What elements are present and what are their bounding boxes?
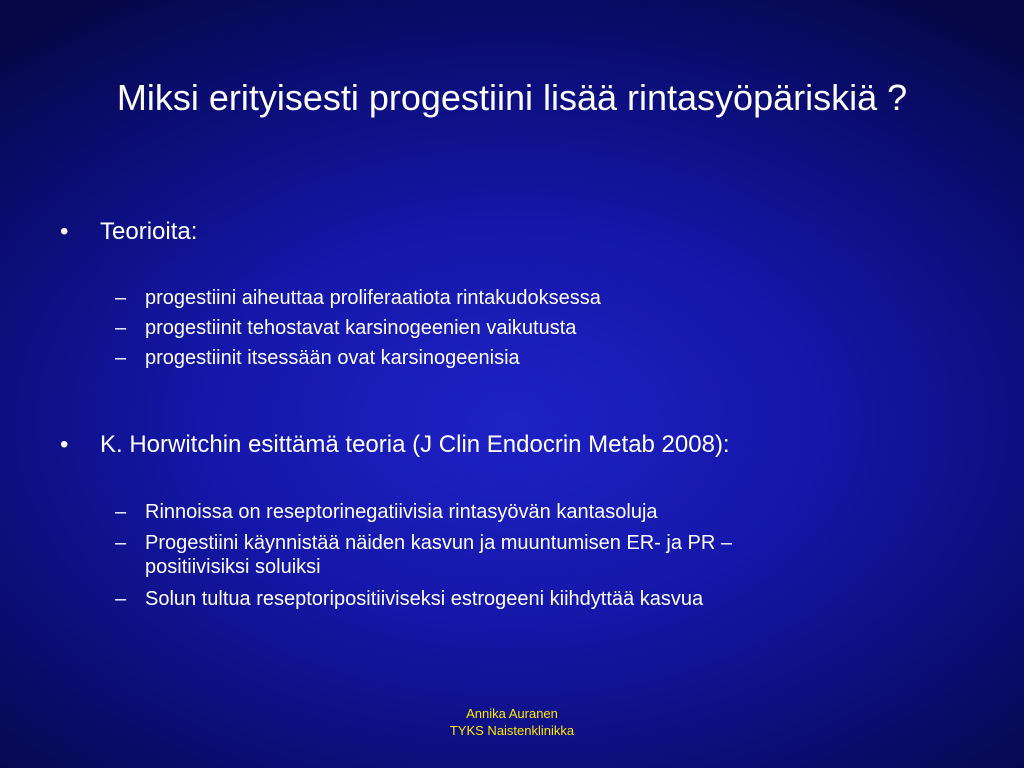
dash-marker: – <box>115 347 127 369</box>
sub-item-text: progestiini aiheuttaa proliferaatiota rintakudoksessa <box>145 287 601 309</box>
sub-item-text: progestiinit itsessään ovat karsinogeenisia <box>145 347 520 369</box>
bullet-marker: • <box>60 431 69 458</box>
dash-marker: – <box>115 501 127 523</box>
dash-marker: – <box>115 532 127 554</box>
footer-author: Annika Auranen <box>466 706 558 721</box>
sub-item-text: Rinnoissa on reseptorinegatiivisia rintasyövän kantasoluja <box>145 501 658 523</box>
bullet-heading: Teorioita: <box>100 218 198 245</box>
sub-item-text: positiivisiksi soluiksi <box>145 556 321 578</box>
footer-affiliation: TYKS Naistenklinikka <box>449 723 575 738</box>
dash-marker: – <box>115 317 127 339</box>
bullet-heading: K. Horwitchin esittämä teoria (J Clin Endocrin Metab 2008): <box>100 431 730 458</box>
sub-item-text: progestiinit tehostavat karsinogeenien vaikutusta <box>145 317 577 339</box>
slide-title: Miksi erityisesti progestiini lisää rintasyöpäriskiä ? <box>116 77 908 118</box>
dash-marker: – <box>115 588 127 610</box>
sub-item-text: Progestiini käynnistää näiden kasvun ja muuntumisen ER- ja PR – <box>145 532 732 554</box>
bullet-marker: • <box>60 218 69 245</box>
dash-marker: – <box>115 287 127 309</box>
sub-item-text: Solun tultua reseptoripositiiviseksi estrogeeni kiihdyttää kasvua <box>145 588 704 610</box>
slide-footer <box>0 705 1024 739</box>
